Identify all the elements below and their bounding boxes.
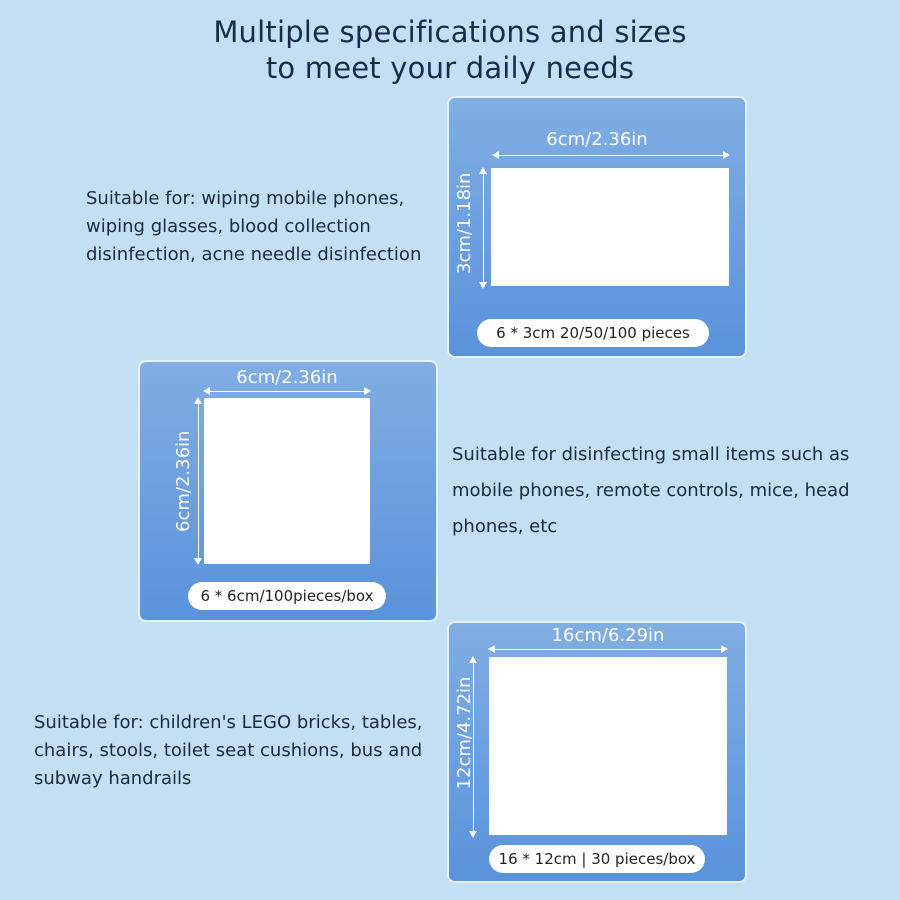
width-label: 6cm/2.36in	[546, 129, 648, 150]
page-title	[0, 14, 900, 86]
height-label: 3cm/1.18in	[454, 172, 475, 274]
spec-panel-6x3	[447, 96, 747, 358]
description-line: mobile phones, remote controls, mice, head	[452, 480, 850, 501]
usage-description-6x3	[86, 185, 421, 269]
width-dimension-arrow	[493, 155, 729, 156]
title-line-1: Multiple specifications and sizes	[213, 15, 687, 49]
description-line: disinfection, acne needle disinfection	[86, 244, 422, 265]
wipe-sheet-6x3	[491, 168, 729, 286]
spec-badge: 6 * 3cm 20/50/100 pieces	[477, 319, 709, 347]
spec-badge: 6 * 6cm/100pieces/box	[188, 582, 386, 610]
spec-panel-16x12	[447, 621, 747, 883]
height-label: 6cm/2.36in	[173, 430, 194, 532]
description-line: chairs, stools, toilet seat cushions, bus and	[34, 740, 423, 761]
height-dimension-arrow	[483, 168, 484, 288]
usage-description-16x12	[34, 709, 423, 793]
width-dimension-arrow	[204, 391, 370, 392]
description-line: Suitable for: children's LEGO bricks, tables,	[34, 712, 423, 733]
wipe-sheet-16x12	[489, 657, 727, 835]
description-line: phones, etc	[452, 516, 558, 537]
wipe-sheet-6x6	[204, 398, 370, 564]
description-line: wiping glasses, blood collection	[86, 216, 371, 237]
height-label: 12cm/4.72in	[454, 676, 475, 790]
usage-description-6x6	[452, 437, 850, 545]
width-dimension-arrow	[489, 649, 727, 650]
width-label: 6cm/2.36in	[236, 367, 338, 388]
height-dimension-arrow	[473, 657, 474, 837]
description-line: Suitable for: wiping mobile phones,	[86, 188, 405, 209]
spec-badge: 16 * 12cm | 30 pieces/box	[489, 845, 705, 873]
width-label: 16cm/6.29in	[551, 625, 665, 646]
description-line: subway handrails	[34, 768, 192, 789]
height-dimension-arrow	[198, 398, 199, 564]
spec-panel-6x6	[138, 360, 438, 622]
title-line-2: to meet your daily needs	[265, 51, 635, 85]
description-line: Suitable for disinfecting small items such as	[452, 444, 850, 465]
